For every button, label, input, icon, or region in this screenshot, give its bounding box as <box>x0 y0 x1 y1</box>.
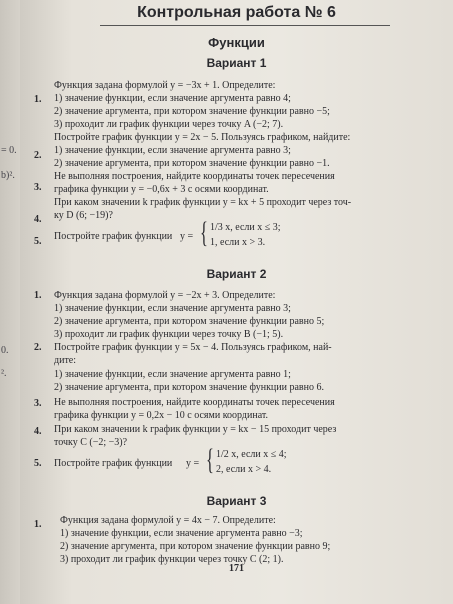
piecewise-system <box>206 443 346 479</box>
task-number: 1. <box>34 519 42 530</box>
task-number: 1. <box>34 94 42 105</box>
task-text: 2) значение аргумента, при котором значение функции равно −1. <box>54 158 330 169</box>
variant-2-heading: Вариант 2 <box>206 267 267 281</box>
task-text: Функция задана формулой y = 4x − 7. Определите: <box>60 515 276 526</box>
task-text: графика функции y = −0,6x + 3 с осями координат. <box>54 184 269 195</box>
task-text: 2) значение аргумента, при котором значение функции равно 9; <box>60 541 331 552</box>
system-lhs: y = <box>180 231 194 242</box>
system-row: 1/3 x, если x ≤ 3; <box>210 222 281 233</box>
task-number: 1. <box>34 290 42 301</box>
task-text: Не выполняя построения, найдите координаты точек пересечения <box>54 397 335 408</box>
task-number: 3. <box>34 398 42 409</box>
task-text: 3) проходит ли график функции через точку C (2; 1). <box>60 554 284 565</box>
variant-3-heading: Вариант 3 <box>206 494 267 508</box>
page-number: 171 <box>229 563 244 574</box>
system-row: 2, если x > 4. <box>216 464 272 475</box>
task-text: Постройте график функции y = 2x − 5. Пользуясь графиком, найдите: <box>54 132 351 143</box>
adjacent-page-edge <box>0 0 20 604</box>
task-text: 2) значение аргумента, при котором значение функции равно 6. <box>54 382 324 393</box>
task-text: 1) значение функции, если значение аргумента равно 3; <box>54 303 291 314</box>
system-row: 1, если x > 3. <box>210 237 266 248</box>
book-page <box>20 0 453 604</box>
topic-title: Функции <box>208 35 265 50</box>
task-text: 1) значение функции, если значение аргумента равно 1; <box>54 369 291 380</box>
margin-fragment: ². <box>1 368 7 379</box>
system-lhs: y = <box>186 458 200 469</box>
task-text: 3) проходит ли график функции через точку B (−1; 5). <box>54 329 284 340</box>
task-text: Постройте график функции y = 5x − 4. Пользуясь графиком, най- <box>54 342 332 353</box>
margin-fragment: 0. <box>1 345 9 356</box>
task-number: 2. <box>34 342 42 353</box>
task-text: Функция задана формулой y = −2x + 3. Определите: <box>54 290 276 301</box>
task-text: Не выполняя построения, найдите координаты точек пересечения <box>54 171 335 182</box>
work-title: Контрольная работа № 6 <box>137 4 336 21</box>
title-underline <box>100 25 390 26</box>
task-text: Постройте график функции <box>54 231 173 242</box>
task-text: дите: <box>54 355 77 366</box>
task-text: графика функции y = 0,2x − 10 с осями координат. <box>54 410 269 421</box>
task-text: 1) значение функции, если значение аргумента равно 4; <box>54 93 291 104</box>
task-text: 2) значение аргумента, при котором значение функции равно 5; <box>54 316 325 327</box>
task-text: 1) значение функции, если значение аргумента равно −3; <box>60 528 303 539</box>
task-number: 2. <box>34 150 42 161</box>
task-text: При каком значении k график функции y = kx − 15 проходит через <box>54 424 337 435</box>
piecewise-system <box>200 216 340 252</box>
task-text: 1) значение функции, если значение аргумента равно 3; <box>54 145 291 156</box>
task-number: 5. <box>34 458 42 469</box>
variant-1-heading: Вариант 1 <box>206 56 267 70</box>
margin-fragment: = 0. <box>1 145 17 156</box>
task-text: ку D (6; −19)? <box>54 210 113 221</box>
brace-icon: { <box>200 216 208 249</box>
task-text: 3) проходит ли график функции через точку A (−2; 7). <box>54 119 284 130</box>
system-row: 1/2 x, если x ≤ 4; <box>216 449 287 460</box>
brace-icon: { <box>206 443 214 476</box>
task-text: Функция задана формулой y = −3x + 1. Определите: <box>54 80 276 91</box>
task-text: 2) значение аргумента, при котором значение функции равно −5; <box>54 106 330 117</box>
task-number: 4. <box>34 426 42 437</box>
task-text: Постройте график функции <box>54 458 173 469</box>
task-number: 5. <box>34 236 42 247</box>
margin-fragment: b)². <box>1 170 15 181</box>
task-text: точку C (−2; −3)? <box>54 437 128 448</box>
task-text: При каком значении k график функции y = kx + 5 проходит через точ- <box>54 197 352 208</box>
task-number: 4. <box>34 214 42 225</box>
task-number: 3. <box>34 182 42 193</box>
